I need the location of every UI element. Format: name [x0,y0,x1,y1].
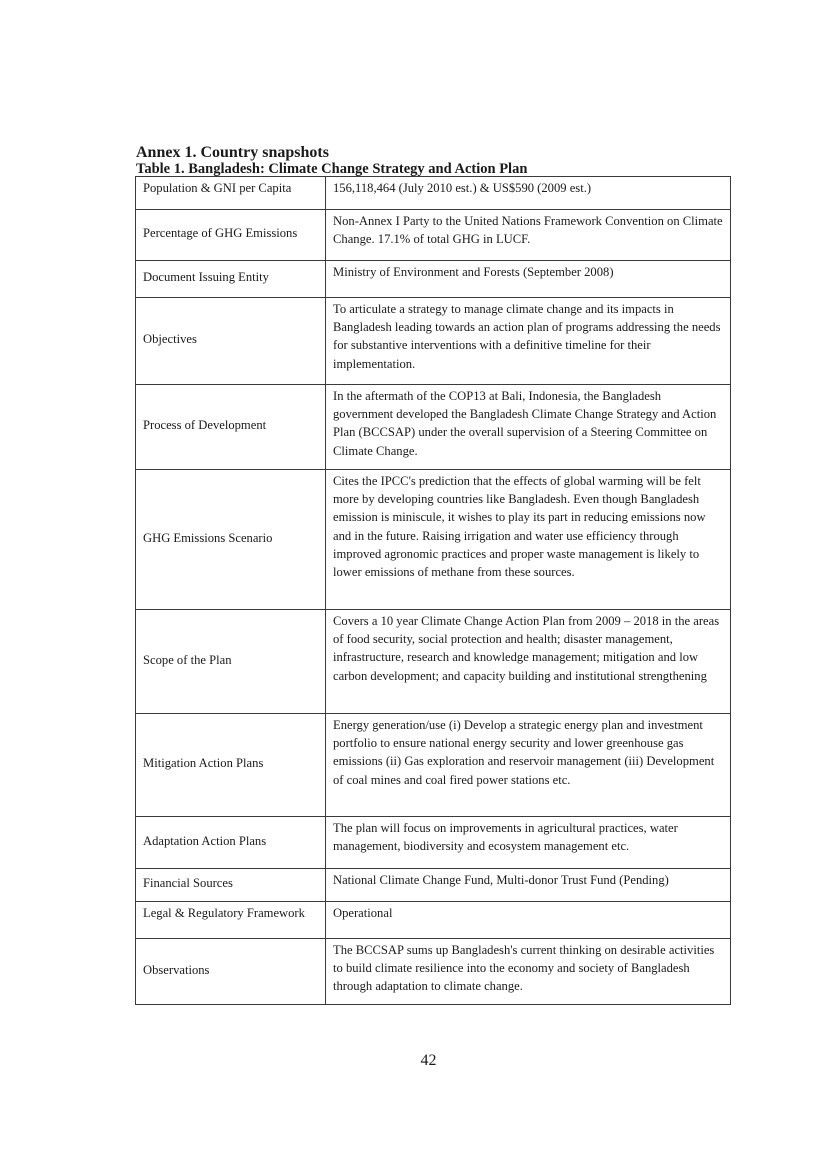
table-row [136,210,731,261]
table-row [136,298,731,385]
row-value-emissions-scenario: Cites the IPCC's prediction that the effects of global warming will be felt more by developing countries like Bangladesh. Even though Bangladesh emission is miniscule, it wishes to play its part in reducing emissions now and in the future. Raising irrigation and water use efficiency through improved agronomic practices and proper waste management is likely to lower emissions of methane from these sources. [326,470,731,610]
row-label-adaptation: Adaptation Action Plans [136,817,326,869]
annex-heading: Annex 1. Country snapshots [136,144,329,161]
row-value-ghg-percentage: Non-Annex I Party to the United Nations Framework Convention on Climate Change. 17.1% of total GHG in LUCF. [326,210,731,261]
row-value-financial-sources: National Climate Change Fund, Multi-donor Trust Fund (Pending) [326,869,731,902]
row-label-issuing-entity: Document Issuing Entity [136,261,326,298]
row-value-objectives: To articulate a strategy to manage climate change and its impacts in Bangladesh leading towards an action plan of programs addressing the needs for substantive interventions with a definitive timeline for their implementation. [326,298,731,385]
row-label-ghg-percentage: Percentage of GHG Emissions [136,210,326,261]
row-label-mitigation: Mitigation Action Plans [136,714,326,817]
row-label-objectives: Objectives [136,298,326,385]
row-value-mitigation: Energy generation/use (i) Develop a strategic energy plan and investment portfolio to ensure national energy security and lower greenhouse gas emissions (ii) Gas exploration and reservoir management (iii) Development of coal mines and coal fired power stations etc. [326,714,731,817]
table-title: Table 1. Bangladesh: Climate Change Strategy and Action Plan [136,161,528,177]
table-row [136,714,731,817]
page-number: 42 [420,1052,437,1069]
table-row [136,261,731,298]
table-row [136,610,731,714]
row-label-legal-framework: Legal & Regulatory Framework [136,902,326,939]
row-label-emissions-scenario: GHG Emissions Scenario [136,470,326,610]
row-value-process: In the aftermath of the COP13 at Bali, Indonesia, the Bangladesh government developed the Bangladesh Climate Change Strategy and Action Plan (BCCSAP) under the overall supervision of a Steering Committee on Climate Change. [326,385,731,470]
row-label-population: Population & GNI per Capita [136,177,326,210]
row-label-observations: Observations [136,939,326,1005]
table-row [136,385,731,470]
table-row [136,869,731,902]
row-value-scope: Covers a 10 year Climate Change Action Plan from 2009 – 2018 in the areas of food security, social protection and health; disaster management, infrastructure, research and knowledge management; mitigation and low carbon development; and capacity building and institutional strengthening [326,610,731,714]
row-value-adaptation: The plan will focus on improvements in agricultural practices, water management, biodiversity and ecosystem management etc. [326,817,731,869]
country-snapshot-table [135,176,731,1005]
row-value-observations: The BCCSAP sums up Bangladesh's current thinking on desirable activities to build climate resilience into the economy and society of Bangladesh through adaptation to climate change. [326,939,731,1005]
row-label-financial-sources: Financial Sources [136,869,326,902]
table-row [136,817,731,869]
table-row [136,902,731,939]
table-row [136,939,731,1005]
row-value-population: 156,118,464 (July 2010 est.) & US$590 (2009 est.) [326,177,731,210]
row-label-process: Process of Development [136,385,326,470]
table-row [136,177,731,210]
table-row [136,470,731,610]
row-value-issuing-entity: Ministry of Environment and Forests (September 2008) [326,261,731,298]
row-value-legal-framework: Operational [326,902,731,939]
row-label-scope: Scope of the Plan [136,610,326,714]
